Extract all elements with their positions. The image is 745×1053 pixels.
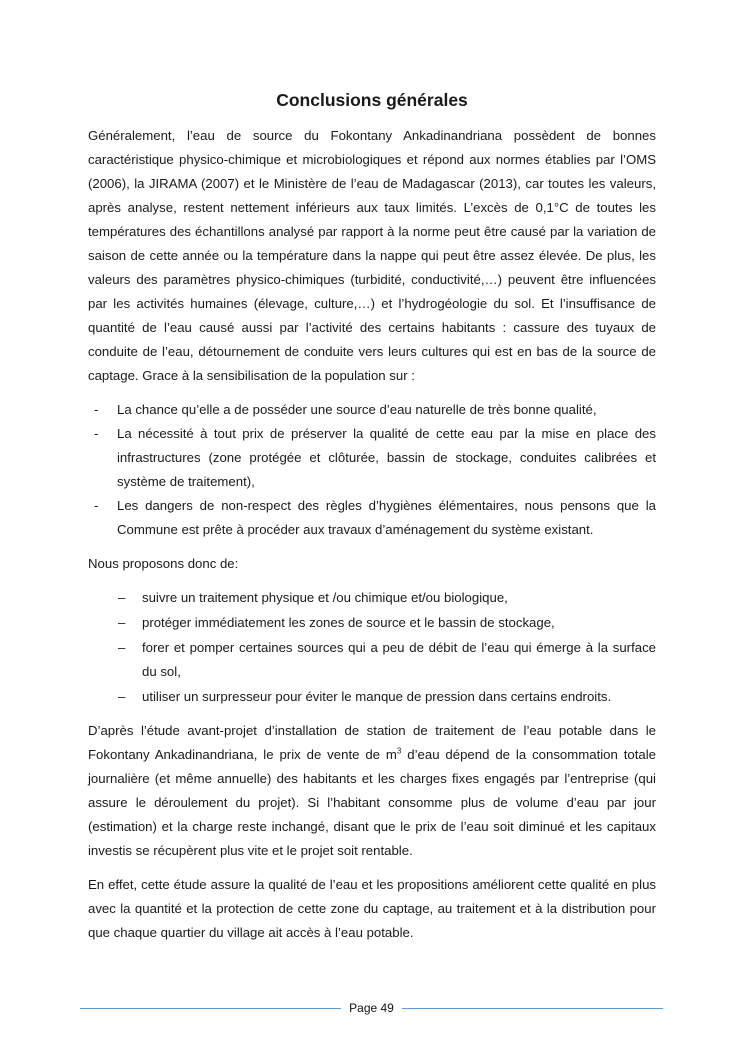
list-item: - Les dangers de non-respect des règles d’hygiènes élémentaires, nous pensons que la Commune est prête à procéder aux travaux d’aménagement du système existant. bbox=[88, 494, 656, 542]
list-item: – forer et pomper certaines sources qui a peu de débit de l’eau qui émerge à la surface du sol, bbox=[88, 636, 656, 684]
awareness-list bbox=[88, 398, 656, 542]
document-page bbox=[88, 88, 656, 955]
dash-bullet: - bbox=[94, 498, 99, 513]
dash-bullet: – bbox=[118, 689, 126, 704]
proposals-list bbox=[88, 586, 656, 709]
intro-paragraph: Généralement, l’eau de source du Fokontany Ankadinandriana possèdent de bonnes caractéristique physico-chimique et microbiologiques et répond aux normes établies par l’OMS (2006), la JIRAMA (2007) et le Ministère de l’eau de Madagascar (2013), car toutes les valeurs, après analyse, restent nettement inférieurs aux taux limités. L’excès de 0,1°C de toutes les températures des échantillons analysé par rapport à la norme peut être causé par la variation de saison de cette année ou la température dans la nappe qui peut être assez élevée. De plus, les valeurs des paramètres physico-chimiques (turbidité, conductivité,…) peuvent être influencées par les activités humaines (élevage, culture,…) et l’hydrogéologie du sol. Et l’insuffisance de quantité de l’eau causé aussi par l’activité des certains habitants : cassure des tuyaux de conduite de l’eau, détournement de conduite vers leurs cultures qui est en bas de la source de captage. Grace à la sensibilisation de la population sur : bbox=[88, 128, 656, 383]
footer-rule-left bbox=[80, 1008, 341, 1009]
list-item: – utiliser un surpresseur pour éviter le manque de pression dans certains endroits. bbox=[88, 685, 656, 709]
page-footer bbox=[80, 999, 663, 1017]
pricing-paragraph: D’après l’étude avant-projet d’installation de station de traitement de l’eau potable dans le Fokontany Ankadinandriana, le prix de vente de $m^3$ d’eau dépend de la consommation totale journalière (et même annuelle) des habitants et les charges fixes engagés par l’entreprise (qui assure le déroulement du projet). Si l’habitant consomme plus de volume d’eau par jour (estimation) et la charge reste inchangé, disant que le prix de l’eau soit diminué et les capitaux investis se récupèrent plus vite et le projet soit rentable. bbox=[88, 723, 656, 858]
list-item: – protéger immédiatement les zones de source et le bassin de stockage, bbox=[88, 611, 656, 635]
list-item: – suivre un traitement physique et /ou chimique et/ou biologique, bbox=[88, 586, 656, 610]
dash-bullet: – bbox=[118, 640, 126, 655]
list-item: - La chance qu’elle a de posséder une source d’eau naturelle de très bonne qualité, bbox=[88, 398, 656, 422]
dash-bullet: - bbox=[94, 402, 99, 417]
dash-bullet: – bbox=[118, 615, 126, 630]
dash-bullet: – bbox=[118, 590, 126, 605]
page-title: Conclusions générales bbox=[276, 90, 468, 110]
page-number: Page 49 bbox=[349, 1001, 394, 1015]
closing-paragraph: En effet, cette étude assure la qualité de l’eau et les propositions améliorent cette qualité en plus avec la quantité et la protection de cette zone du captage, au traitement et à la distribution pour que chaque quartier du village ait accès à l’eau potable. bbox=[88, 877, 656, 940]
list-item: - La nécessité à tout prix de préserver la qualité de cette eau par la mise en place des infrastructures (zone protégée et clôturée, bassin de stockage, conduites calibrées et système de traitement), bbox=[88, 422, 656, 494]
footer-rule-right bbox=[402, 1008, 663, 1009]
dash-bullet: - bbox=[94, 426, 99, 441]
proposals-intro: Nous proposons donc de: bbox=[88, 556, 239, 571]
